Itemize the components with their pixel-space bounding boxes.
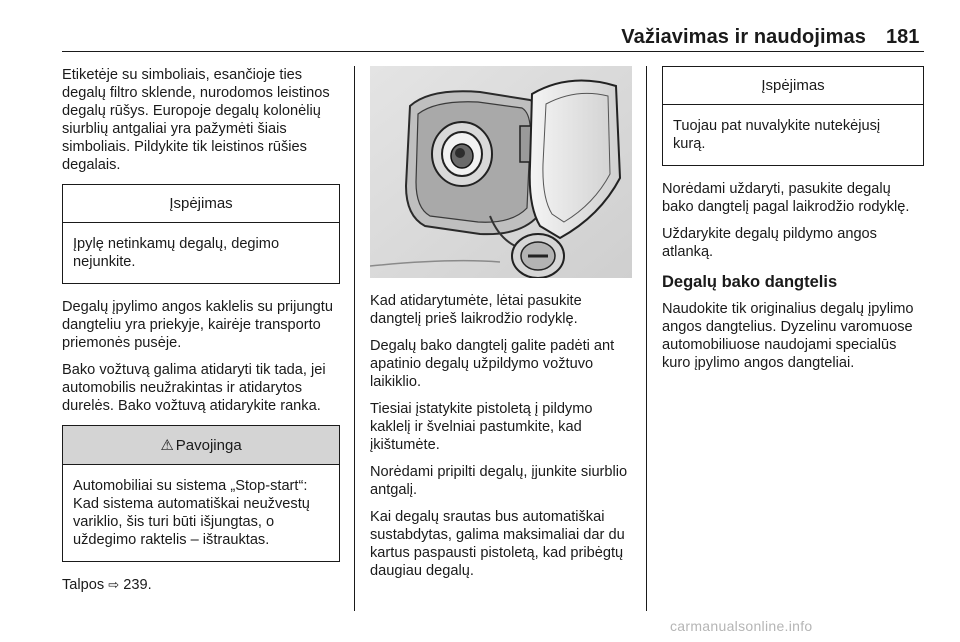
cap-holder-paragraph: Degalų bako dangtelį galite padėti ant apatinio degalų užpildymo vožtuvo laikiklio.: [370, 338, 615, 390]
auto-stop-paragraph: Kai degalų srautas bus automatiškai sustabdytas, galima maksimaliai dar du kartus paspausti pistoletą, kad pribėgtų daugiau degalų.: [370, 509, 625, 579]
start-pump-paragraph: Norėdami pripilti degalų, įjunkite siurblio antgalį.: [370, 464, 628, 498]
fuel-filler-cap-illustration: [370, 66, 632, 278]
capacity-reference-page: 239.: [123, 577, 152, 593]
original-caps-paragraph: Naudokite tik originalius degalų įpylimo angos dangtelius. Dyzelinu varomuose automobiliuose naudojami specialūs kuro įpylimo angos dangteliai.: [662, 301, 914, 371]
section-title-fuel-cap: Degalų bako dangtelis: [662, 273, 838, 291]
notice-box-title: Įspėjimas: [63, 185, 339, 223]
notice-box-body: Tuojau pat nuvalykite nutekėjusį kurą.: [673, 118, 881, 152]
warning-triangle-icon: ⚠: [160, 437, 174, 454]
danger-box-title: [63, 426, 339, 465]
open-cap-paragraph: Kad atidarytumėte, lėtai pasukite dangtelį prieš laikrodžio rodyklę.: [370, 293, 582, 327]
notice-box-spilled-fuel: [662, 66, 924, 166]
column-divider-left: [354, 66, 355, 611]
danger-box-stop-start: [62, 425, 340, 562]
column-divider-right: [646, 66, 647, 611]
page-reference-arrow-icon: ⇨: [108, 577, 120, 592]
capacity-reference: [62, 576, 340, 594]
header-divider: [62, 51, 924, 52]
danger-box-title-text: Pavojinga: [175, 437, 242, 454]
capacity-reference-text: Talpos: [62, 577, 105, 593]
column-2: [370, 66, 632, 589]
column-3: [662, 66, 924, 381]
notice-box-wrong-fuel: [62, 184, 340, 284]
filler-neck-location-paragraph: Degalų įpylimo angos kaklelis su prijungtu dangteliu yra priekyje, kairėje transporto priemonės pusėje.: [62, 299, 333, 351]
site-watermark: carmanualsonline.info: [670, 618, 813, 634]
notice-box-body: Įpylę netinkamų degalų, degimo nejunkite.: [73, 236, 280, 270]
fuel-flap-opening-paragraph: Bako vožtuvą galima atidaryti tik tada, jei automobilis neužrakintas ir atidarytos durelės. Bako vožtuvą atidarykite ranka.: [62, 362, 326, 414]
page-header-title: Važiavimas ir naudojimas: [621, 26, 866, 48]
fuel-type-label-paragraph: Etiketėje su simboliais, esančioje ties degalų filtro sklende, nurodomos leistinos degalų rūšys. Europoje degalų kolonėlių siurblių antgaliai yra pažymėti šiais simboliais. Pildykite tik leistinos rūšies degalais.: [62, 67, 330, 173]
danger-box-body: Automobiliai su sistema „Stop-start“: Kad sistema automatiškai neužvestų variklio, šis turi būti išjungtas, o uždegimo raktelis – ištrauktas.: [73, 478, 310, 548]
fuel-filler-drawing: [370, 66, 632, 278]
close-flap-paragraph: Uždarykite degalų pildymo angos atlanką.: [662, 226, 877, 260]
close-cap-paragraph: Norėdami uždaryti, pasukite degalų bako dangtelį pagal laikrodžio rodyklę.: [662, 181, 910, 215]
column-1: [62, 66, 340, 603]
notice-box-title: Įspėjimas: [663, 67, 923, 105]
insert-nozzle-paragraph: Tiesiai įstatykite pistoletą į pildymo kaklelį ir švelniai pastumkite, kad įkištumėte.: [370, 401, 593, 453]
page-number: 181: [886, 26, 920, 48]
